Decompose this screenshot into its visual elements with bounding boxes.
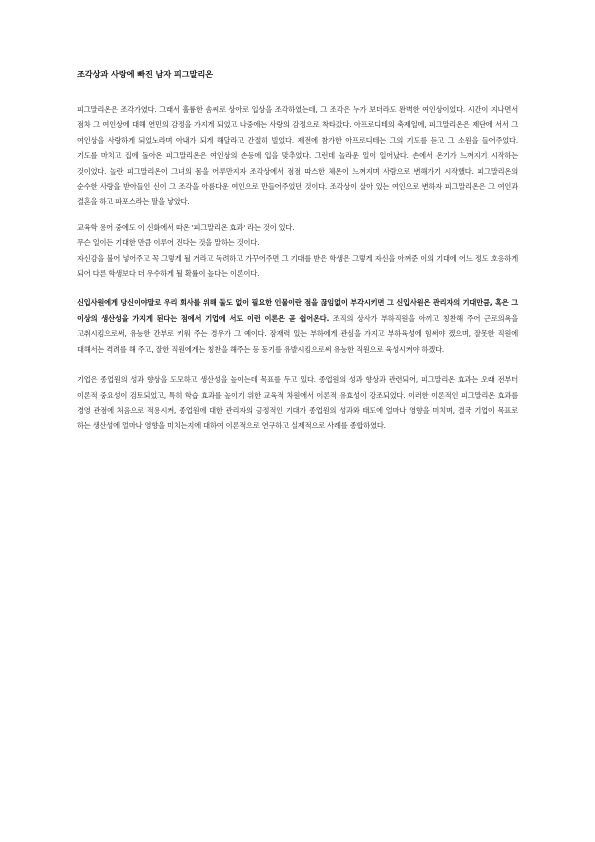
document-title: 조각상과 사랑에 빠진 남자 피그말리온 <box>77 69 213 79</box>
paragraph-education-term: 교육학 용어 중에도 이 신화에서 따온 '피그말리온 효과' 라는 것이 있다. <box>77 222 295 232</box>
paragraph-student-theory: 자신감을 불어 넣어주고 꼭 그렇게 될 거라고 독려하고 가꾸어주면 그 기대를 받은 학생은 그렇게 자신을 아껴준 이의 기대에 어느 정도 호응하게 되어 다른 학생보다 더 우수하게 될 확률이 높다는 이론이다. <box>77 253 518 279</box>
paragraph-enterprise-productivity: 기업은 종업원의 성과 향상을 도모하고 생산성을 높이는데 목표를 두고 있다. 종업원의 성과 향상과 관련되어, 피그말리온 효과는 오래 전부터 이론적 중요성이 검토되었고, 특히 학습 효과를 높이기 위한 교육적 차원에서 이론적 유효성이 강조되었다. 이러한 이론적인 피그말리온 효과를 경영 관점에 처음으로 적용시켜, 종업원에 대한 관리자의 긍정적인 기대가 종업원의 성과와 태도에 얼마나 영향을 미치며, 결국 기업이 목표로 하는 생산성에 얼마나 영향을 미치는지에 대하여 이론적으로 연구하고 실제적으로 사례를 종합하였다. <box>77 375 518 431</box>
paragraph-expectation: 무슨 일이든 기대한 만큼 이루어 진다는 것을 말하는 것이다. <box>77 238 260 248</box>
paragraph-business-application-rest: 조직의 상사가 부하직원을 아끼고 칭찬해 주어 근로의욕을 고취시킴으로써, 유능한 간부로 키워 주는 경우가 그 예이다. 잠재력 있는 부하에게 관심을 가지고 부하육성에 힘써야 겠으며, 잘못한 직원에 대해서는 격려를 해 주고, 잘한 직원에게는 칭찬을 해주는 등 동기를 유발시킴으로써 유능한 직원으로 육성시켜야 하겠다. <box>77 313 518 354</box>
paragraph-pygmalion-myth: 피그말리온은 조각가였다. 그래서 훌륭한 솜씨로 상아로 입상을 조각하였는데, 그 조각은 누가 보더라도 완벽한 여인상이었다. 시간이 지나면서 점차 그 여인상에 대해 연민의 감정을 가지게 되었고 나중에는 사랑의 감정으로 착타갔다. 아프로디테의 축제일에, 피그말리온은 제단에 서서 그 여인상을 사랑하게 되었노라며 아내가 되게 해달라고 간절히 빌었다. 제전에 참가한 아프로디테는 그의 기도를 듣고 그 소원을 들어주었다. 기도를 마치고 집에 돌아온 피그말리온은 여인상의 손등에 입을 맞추었다. 그런데 놀라운 일이 일어났다. 손에서 온기가 느껴지기 시작하는 것이었다. 놀란 피그말리온이 그녀의 몸을 어루만지자 조각상에서 점점 따스한 체온이 느껴지며 사람으로 변해가기 시작했다. 피그말리온의 순수한 사랑을 받아들인 신이 그 조각을 아름다운 여인으로 만들어주었던 것이다. 조각상이 살아 있는 여인으로 변하자 피그말리온은 그 여인과 결혼을 하고 파포스라는 딸을 낳았다. <box>77 105 518 207</box>
document-body <box>77 68 518 434</box>
paragraph-business-application <box>77 295 518 357</box>
emphasis-new-employee: 신입사원에게 당신이야말로 우리 회사를 위해 둘도 없이 필요한 인물이란 점을 끊임없이 부각시키면 그 신입사원은 관리자의 기대만큼, 혹은 그 이상의 생산성을 가지게 된다는 점에서 기업에 서도 이런 이론은 곧 쉽어온다. <box>77 298 518 323</box>
